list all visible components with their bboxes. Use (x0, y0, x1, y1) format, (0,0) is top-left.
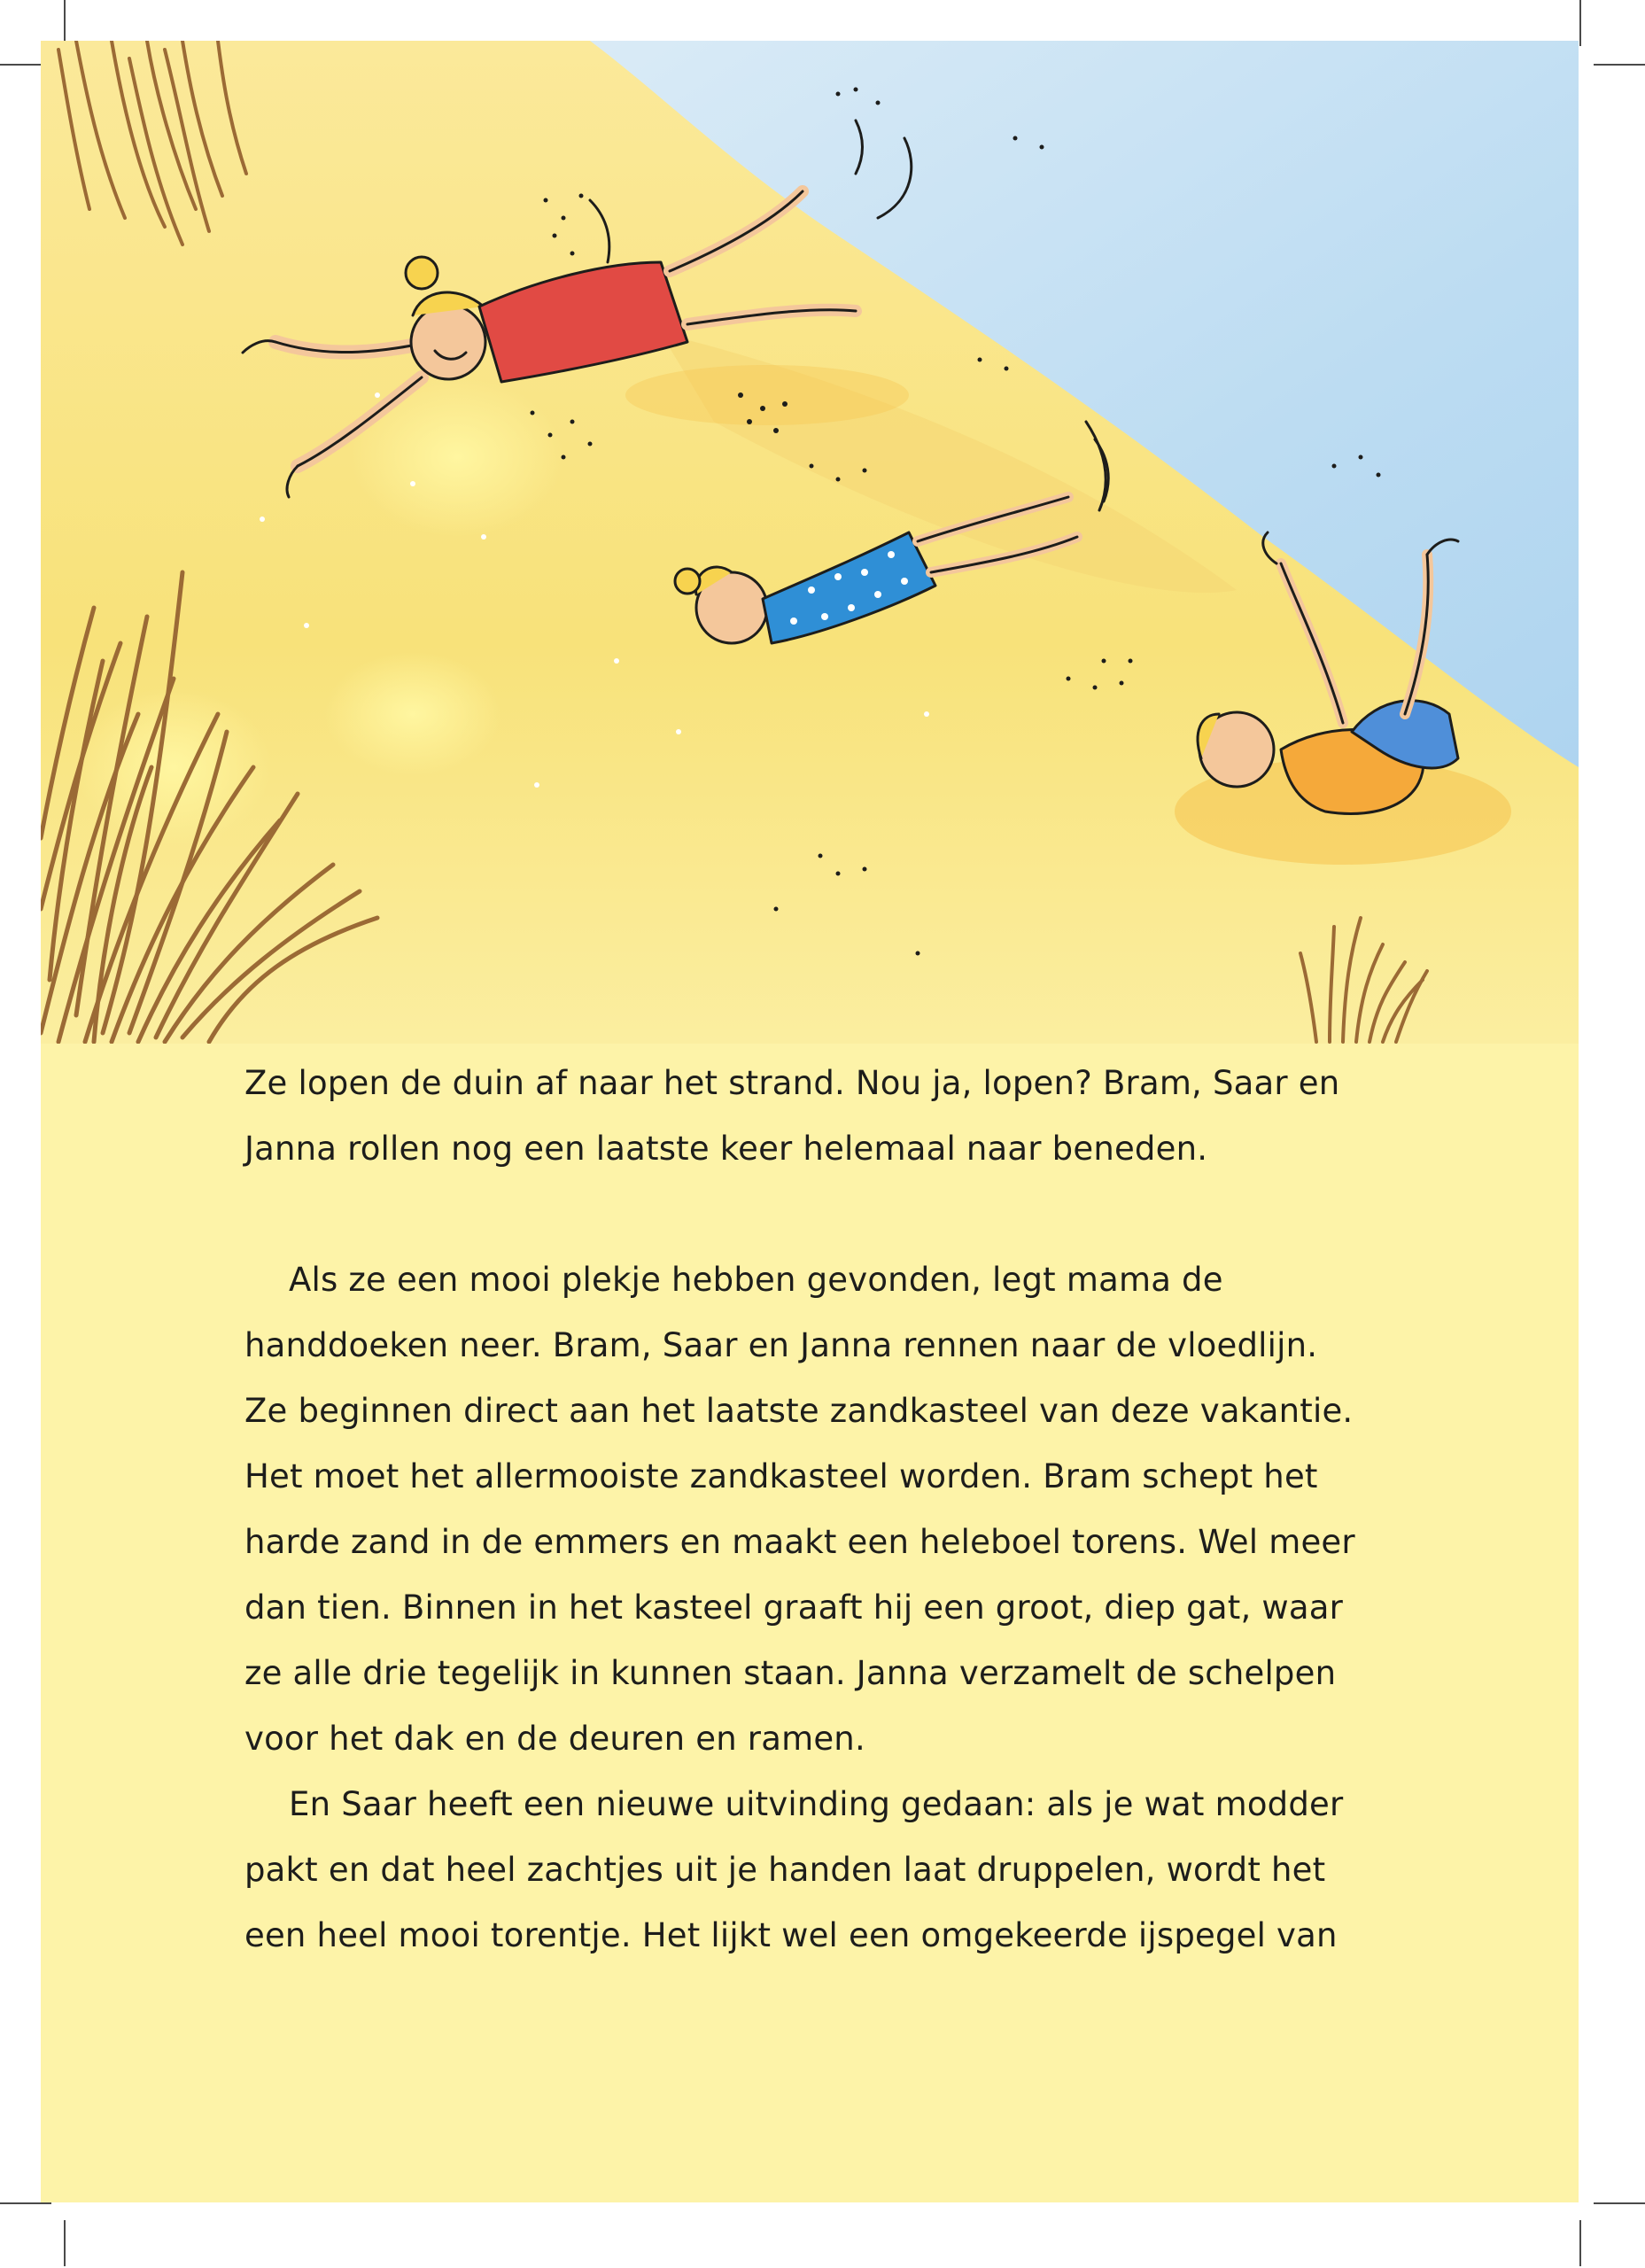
text-line: harde zand in de emmers en maakt een heleboel torens. Wel meer (244, 1523, 1355, 1561)
text-line: Als ze een mooi plekje hebben gevonden, legt mama de (289, 1261, 1223, 1299)
paragraph-2 (244, 1247, 1432, 1772)
crop-mark-bottom-left-v (64, 2220, 66, 2266)
dune-illustration (41, 41, 1579, 1044)
text-line: Het moet het allermooiste zandkasteel worden. Bram schept het (244, 1457, 1318, 1495)
crop-mark-top-right-h (1594, 64, 1645, 66)
crop-mark-top-left-v (64, 0, 66, 46)
text-line: dan tien. Binnen in het kasteel graaft hij een groot, diep gat, waar (244, 1588, 1343, 1627)
book-page (41, 41, 1579, 2202)
paragraph-1 (244, 1051, 1432, 1182)
text-line: Ze beginnen direct aan het laatste zandkasteel van deze vakantie. (244, 1392, 1354, 1430)
text-line: pakt en dat heel zachtjes uit je handen laat druppelen, wordt het (244, 1851, 1326, 1889)
text-line: En Saar heeft een nieuwe uitvinding gedaan: als je wat modder (289, 1785, 1344, 1823)
crop-mark-bottom-right-h (1594, 2202, 1645, 2204)
text-line: Ze lopen de duin af naar het strand. Nou ja, lopen? Bram, Saar en (244, 1064, 1340, 1102)
paragraph-3 (244, 1772, 1432, 1969)
text-line: ze alle drie tegelijk in kunnen staan. Janna verzamelt de schelpen (244, 1654, 1337, 1692)
text-line: handdoeken neer. Bram, Saar en Janna rennen naar de vloedlijn. (244, 1326, 1318, 1364)
sun-highlight (324, 652, 501, 776)
text-line: voor het dak en de deuren en ramen. (244, 1720, 865, 1758)
crop-mark-bottom-right-v (1579, 2220, 1581, 2266)
crop-mark-top-right-v (1579, 0, 1581, 46)
story-text (244, 1051, 1432, 1969)
crop-mark-bottom-left-h (0, 2202, 51, 2204)
text-line: een heel mooi torentje. Het lijkt wel een omgekeerde ijspegel van (244, 1916, 1338, 1954)
sand-splash (625, 365, 909, 425)
text-line: Janna rollen nog een laatste keer helemaal naar beneden. (244, 1130, 1208, 1168)
